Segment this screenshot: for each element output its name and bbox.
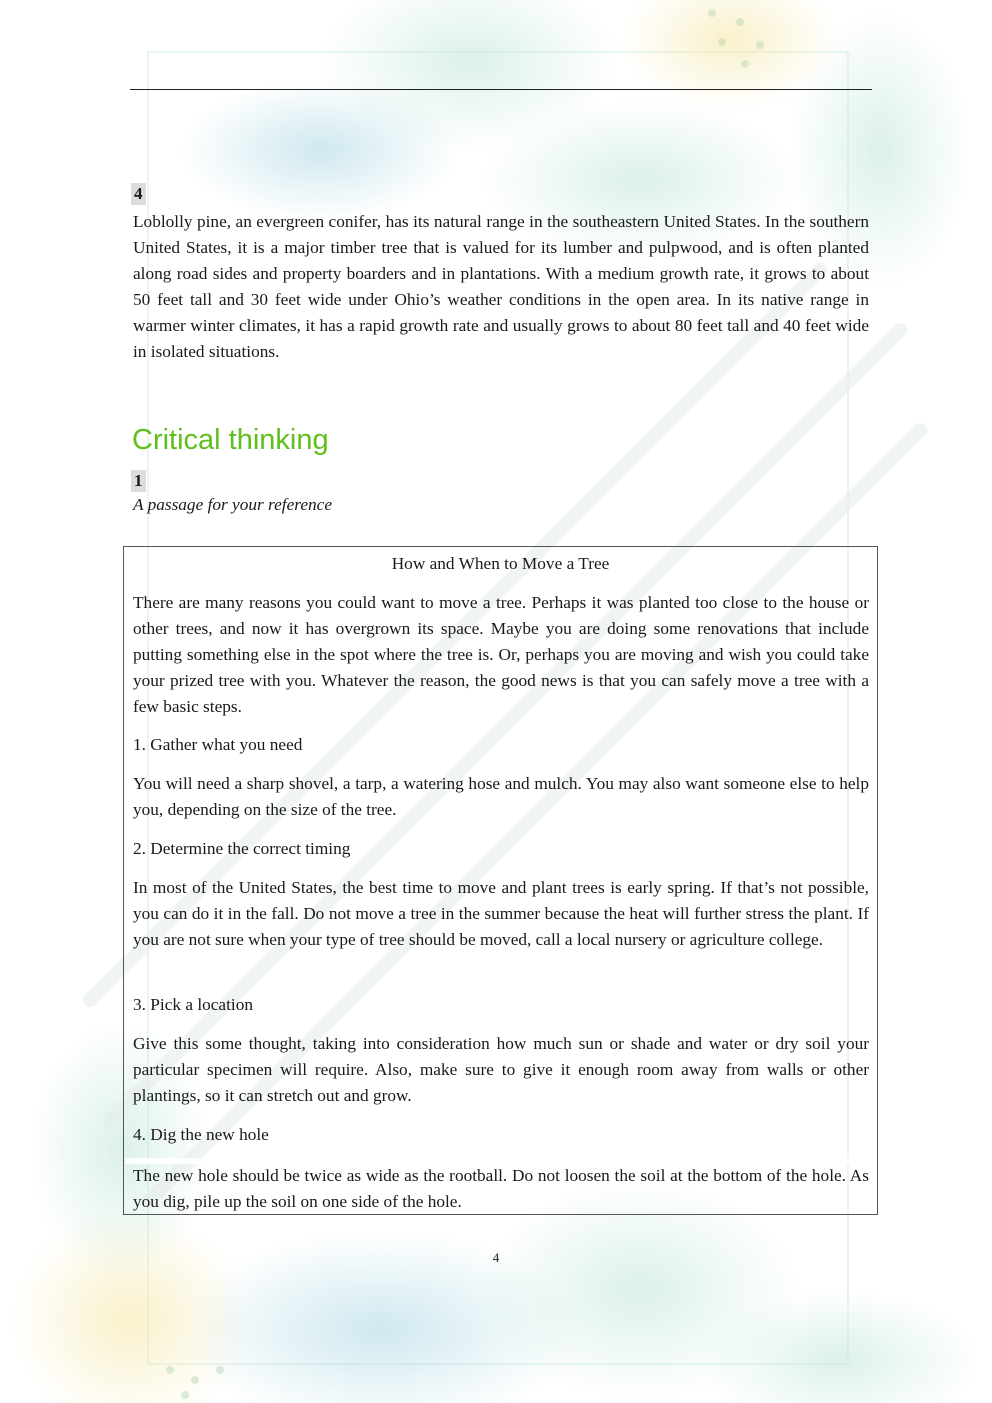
step-4-body: The new hole should be twice as wide as the rootball. Do not loosen the soil at the bottom of the hole. As you dig, pile up the soil on one side of the hole. <box>133 1166 869 1211</box>
step-2-heading: 2. Determine the correct timing <box>133 839 351 858</box>
step-1-body: You will need a sharp shovel, a tarp, a watering hose and mulch. You may also want someone else to help you, depending on the size of the tree. <box>133 774 869 819</box>
page-number: 4 <box>492 1250 500 1265</box>
step-1-heading: 1. Gather what you need <box>133 735 303 754</box>
section-4-number: 4 <box>131 183 146 205</box>
section-4-paragraph: Loblolly pine, an evergreen conifer, has its natural range in the southeastern United States. In the southern United States, it is a major timber tree that is valued for its lumber and pulpwood, and is often planted along road sides and property boarders and in plantations. With a medium growth rate, it grows to about 50 feet tall and 30 feet wide under Ohio’s weather conditions in the open area. In its native range in warmer winter climates, it has a rapid growth rate and usually grows to about 80 feet tall and 40 feet wide in isolated situations. <box>133 212 869 361</box>
header-rule <box>130 89 872 90</box>
step-3-body: Give this some thought, taking into consideration how much sun or shade and water or dry soil your particular specimen will require. Also, make sure to give it enough room away from walls or other plantings, so it can stretch out and grow. <box>133 1034 869 1105</box>
passage-box <box>123 546 878 1215</box>
critical-thinking-heading: Critical thinking <box>132 424 329 456</box>
critical-thinking-number: 1 <box>131 470 146 492</box>
step-2-body: In most of the United States, the best time to move and plant trees is early spring. If that’s not possible, you can do it in the fall. Do not move a tree in the summer because the heat will further stress the plant. If you are not sure when your type of tree should be moved, call a local nursery or agriculture college. <box>133 878 869 949</box>
step-3-heading: 3. Pick a location <box>133 995 253 1014</box>
passage-subtitle: A passage for your reference <box>133 495 333 514</box>
step-4-heading: 4. Dig the new hole <box>133 1125 269 1144</box>
passage-intro: There are many reasons you could want to move a tree. Perhaps it was planted too close to the house or other trees, and now it has overgrown its space. Maybe you are doing some renovations that include putting something else in the spot where the tree is. Or, perhaps you are moving and wish you could take your prized tree with you. Whatever the reason, the good news is that you can safely move a tree with a few basic steps. <box>133 593 869 716</box>
passage-title: How and When to Move a Tree <box>391 554 610 573</box>
page-break-gap <box>125 1158 876 1164</box>
